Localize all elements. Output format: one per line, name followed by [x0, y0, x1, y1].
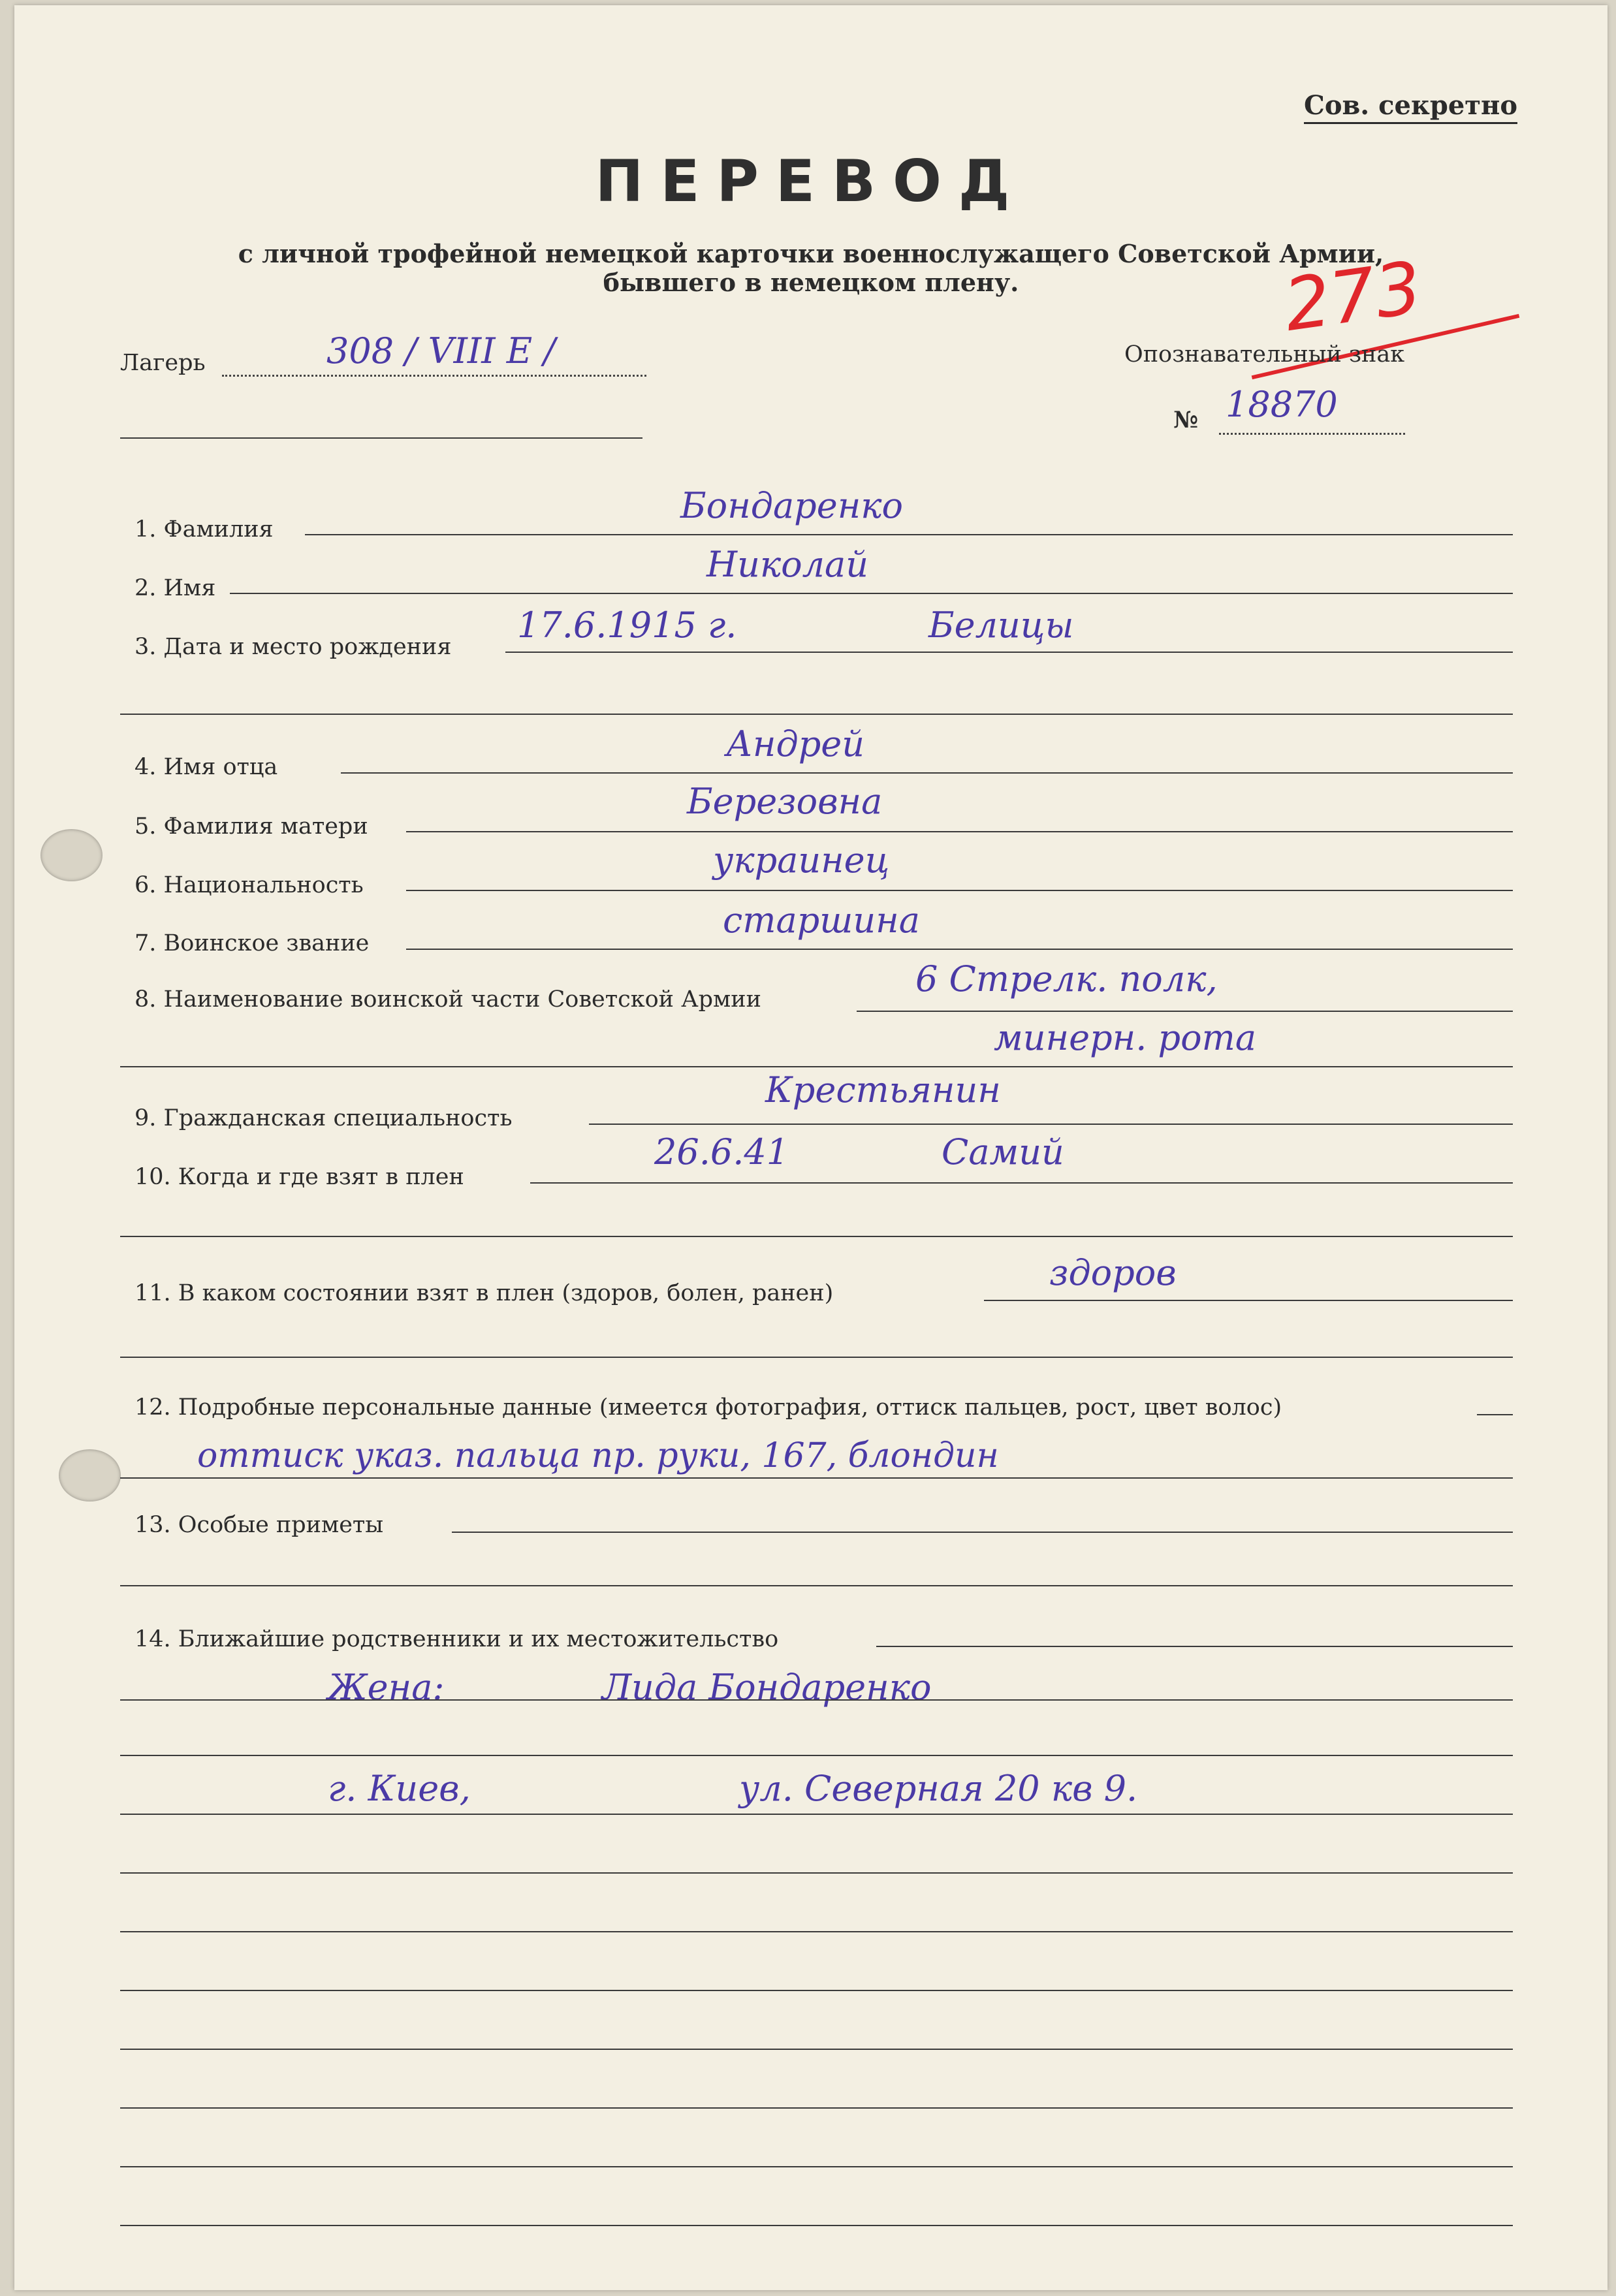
field-12-line — [1477, 1414, 1513, 1415]
id-tag-number-sign: № — [1173, 407, 1199, 433]
field-6-line — [406, 890, 1513, 891]
field-4-value: Андрей — [726, 723, 864, 764]
blank-line-2 — [120, 1931, 1513, 1932]
field-5-line — [406, 831, 1513, 832]
field-6-label: 6. Национальность — [135, 872, 364, 898]
field-9-value: Крестьянин — [765, 1069, 1001, 1110]
field-14-label: 14. Ближайшие родственники и их местожительство — [135, 1626, 779, 1652]
id-tag-value: 18870 — [1226, 384, 1338, 425]
blank-line-3 — [120, 1990, 1513, 1991]
field-2-value: Николай — [706, 544, 868, 585]
field-5-label: 5. Фамилия матери — [135, 813, 368, 840]
field-14-relative-name: Лида Бондаренко — [602, 1667, 932, 1708]
field-11-second-line — [120, 1357, 1513, 1358]
field-11-label: 11. В каком состоянии взят в плен (здоров, болен, ранен) — [135, 1280, 834, 1306]
camp-second-line — [120, 437, 642, 439]
field-2-label: 2. Имя — [135, 575, 216, 601]
field-3-line — [505, 652, 1513, 653]
field-14-address: ул. Северная 20 кв 9. — [739, 1768, 1138, 1809]
field-9-label: 9. Гражданская специальность — [135, 1105, 513, 1131]
field-10-line — [530, 1182, 1513, 1184]
field-6-value: украинец — [713, 840, 890, 881]
field-8-label: 8. Наименование воинской части Советской Армии — [135, 986, 761, 1013]
blank-line-1 — [120, 1872, 1513, 1874]
field-7-value: старшина — [723, 900, 920, 941]
field-3-second-line — [120, 714, 1513, 715]
field-1-value: Бондаренко — [680, 485, 904, 526]
camp-line — [222, 375, 646, 377]
field-14-line-2 — [120, 1699, 1513, 1701]
field-3-value-place: Белицы — [928, 605, 1074, 646]
field-1-line — [305, 534, 1513, 535]
field-5-value: Березовна — [687, 781, 883, 822]
document-sheet — [14, 5, 1608, 2290]
classification-stamp: Сов. секретно — [1304, 90, 1517, 124]
field-14-line — [876, 1646, 1513, 1647]
field-10-value: 26.6.41 — [654, 1131, 789, 1172]
field-8-value: 6 Стрелк. полк, — [915, 958, 1218, 999]
camp-value: 308 / VIII E / — [326, 330, 556, 371]
field-13-second-line — [120, 1585, 1513, 1586]
field-8-line — [857, 1011, 1513, 1012]
field-13-label: 13. Особые приметы — [135, 1512, 384, 1538]
field-3-value: 17.6.1915 г. — [517, 605, 737, 646]
field-14-relative-role: Жена: — [328, 1667, 445, 1708]
field-10-label: 10. Когда и где взят в плен — [135, 1164, 464, 1190]
field-7-label: 7. Воинское звание — [135, 930, 370, 956]
field-1-label: 1. Фамилия — [135, 516, 274, 543]
field-7-line — [406, 949, 1513, 950]
field-4-line — [341, 772, 1513, 774]
field-14-line-4 — [120, 1814, 1513, 1815]
field-8-value-2: минерн. рота — [994, 1017, 1257, 1058]
field-14-line-3 — [120, 1755, 1513, 1756]
blank-line-7 — [120, 2225, 1513, 2226]
id-tag-label: Опознавательный знак — [1124, 341, 1405, 368]
field-10-second-line — [120, 1236, 1513, 1237]
blank-line-6 — [120, 2166, 1513, 2167]
field-11-line — [984, 1300, 1513, 1301]
red-registry-mark: 273 — [1279, 245, 1427, 347]
field-3-label: 3. Дата и место рождения — [135, 634, 452, 660]
punch-hole-top — [40, 829, 103, 881]
field-2-line — [230, 593, 1513, 594]
field-14-city: г. Киев, — [328, 1768, 471, 1809]
document-title: ПЕРЕВОД — [595, 148, 1027, 215]
blank-line-5 — [120, 2107, 1513, 2109]
punch-hole-bottom — [59, 1449, 121, 1502]
field-11-value: здоров — [1049, 1252, 1177, 1293]
field-12-value: оттиск указ. пальца пр. руки, 167, блондин — [197, 1436, 999, 1475]
camp-label: Лагерь — [120, 350, 206, 376]
field-12-label: 12. Подробные персональные данные (имеется фотография, оттиск пальцев, рост, цвет волос) — [135, 1394, 1282, 1421]
field-9-line — [589, 1124, 1513, 1125]
field-8-second-line — [120, 1066, 1513, 1067]
document-subtitle-line1: с личной трофейной немецкой карточки военнослужащего Советской Армии, — [238, 239, 1384, 268]
field-10-value-place: Самий — [942, 1131, 1064, 1172]
id-tag-line — [1219, 433, 1405, 435]
field-12-second-line — [120, 1477, 1513, 1479]
field-13-line — [452, 1532, 1513, 1533]
document-subtitle-line2: бывшего в немецком плену. — [603, 268, 1019, 297]
blank-line-4 — [120, 2049, 1513, 2050]
field-4-label: 4. Имя отца — [135, 754, 278, 780]
